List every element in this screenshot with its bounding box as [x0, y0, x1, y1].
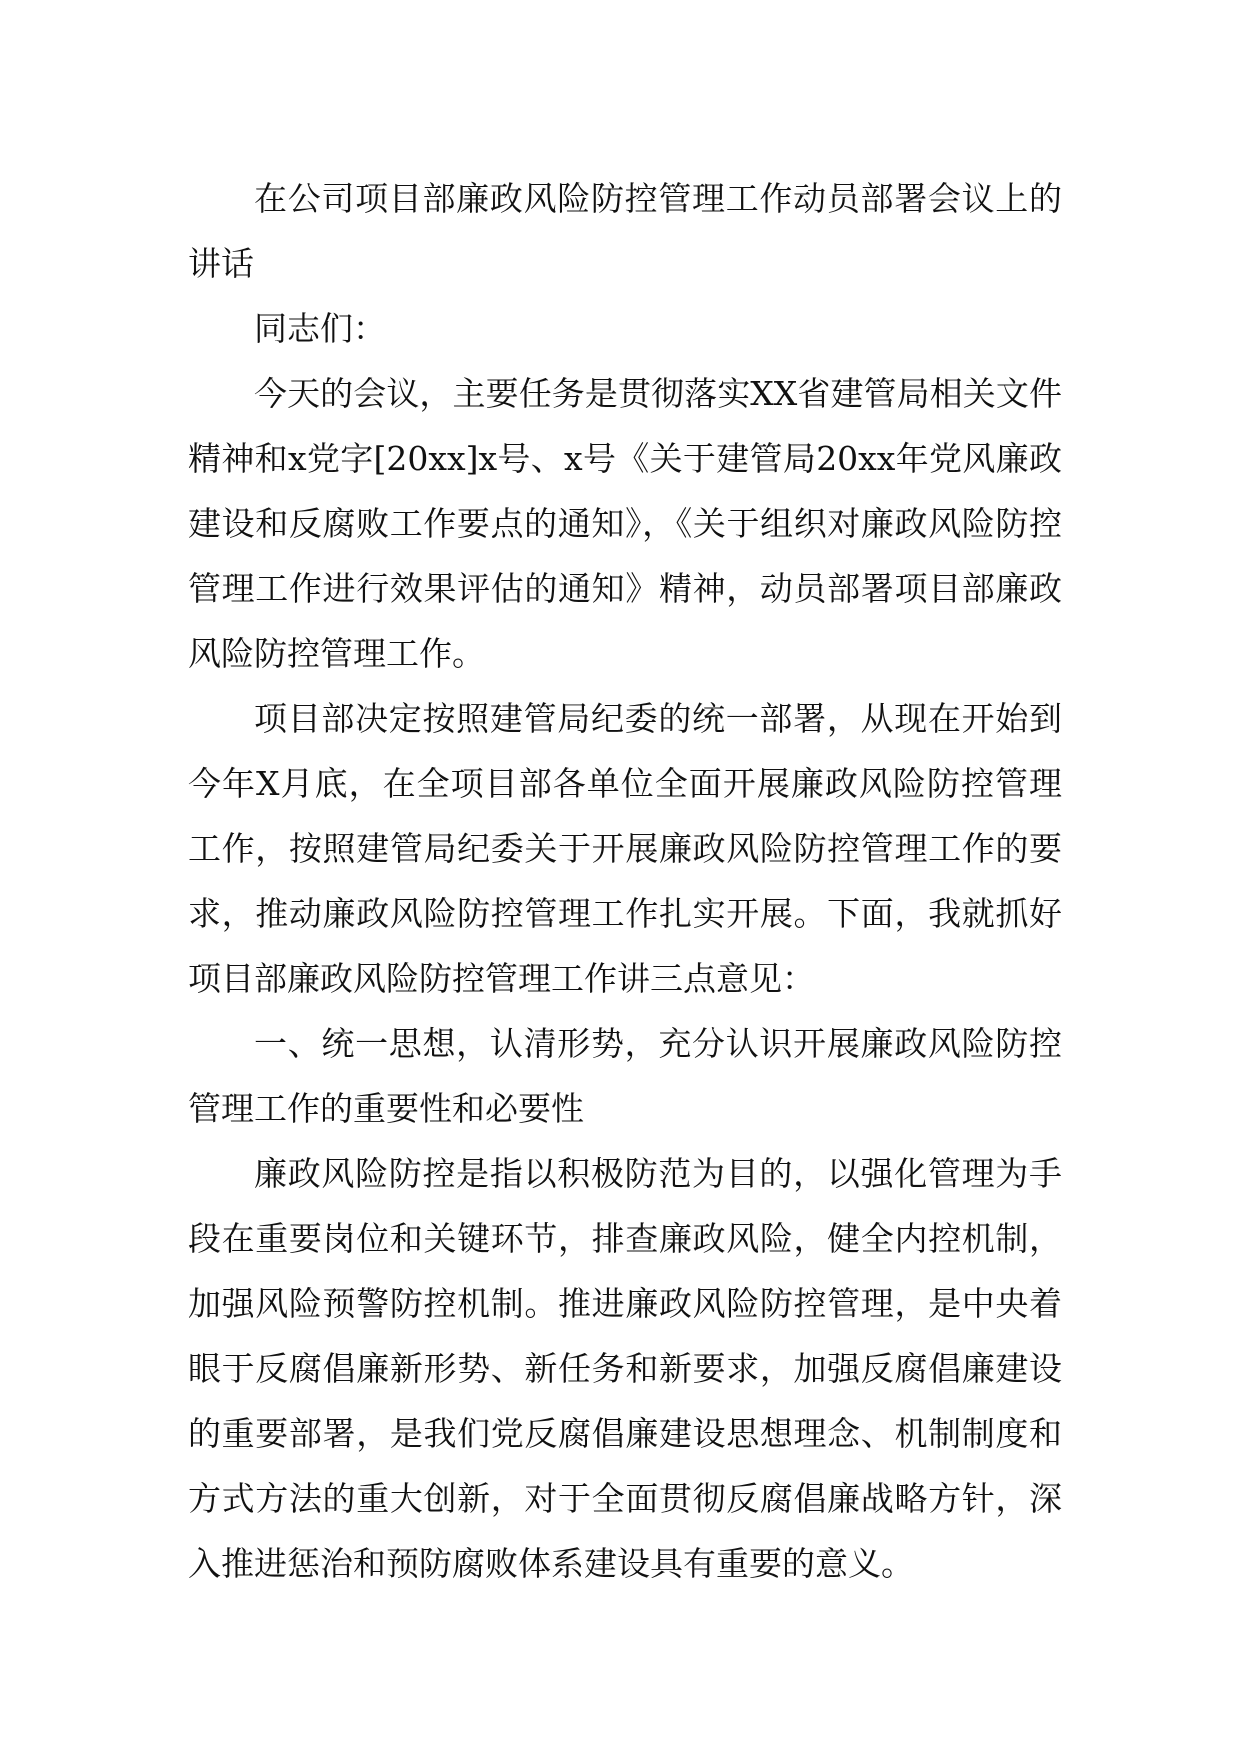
document-title: 在公司项目部廉政风险防控管理工作动员部署会议上的讲话	[188, 179, 1062, 283]
section-heading-1: 一、统一思想，认清形势，充分认识开展廉政风险防控管理工作的重要性和必要性	[188, 1024, 1062, 1128]
paragraph-meeting-task: 今天的会议，主要任务是贯彻落实XX省建管局相关文件精神和x党字[20xx]x号、x号《关于建管局20xx年党风廉政建设和反腐败工作要点的通知》，《关于组织对廉政风险防控管理工作进行效果评估的通知》精神，动员部署项目部廉政风险防控管理工作。	[188, 374, 1062, 673]
document-body	[188, 166, 1062, 1596]
salutation: 同志们：	[254, 309, 386, 348]
paragraph-deployment: 项目部决定按照建管局纪委的统一部署，从现在开始到今年X月底，在全项目部各单位全面开展廉政风险防控管理工作，按照建管局纪委关于开展廉政风险防控管理工作的要求，推动廉政风险防控管理工作扎实开展。下面，我就抓好项目部廉政风险防控管理工作讲三点意见：	[188, 699, 1062, 998]
paragraph-risk-definition: 廉政风险防控是指以积极防范为目的，以强化管理为手段在重要岗位和关键环节，排查廉政风险，健全内控机制，加强风险预警防控机制。推进廉政风险防控管理，是中央着眼于反腐倡廉新形势、新任务和新要求，加强反腐倡廉建设的重要部署，是我们党反腐倡廉建设思想理念、机制制度和方式方法的重大创新，对于全面贯彻反腐倡廉战略方针，深入推进惩治和预防腐败体系建设具有重要的意义。	[188, 1154, 1062, 1583]
